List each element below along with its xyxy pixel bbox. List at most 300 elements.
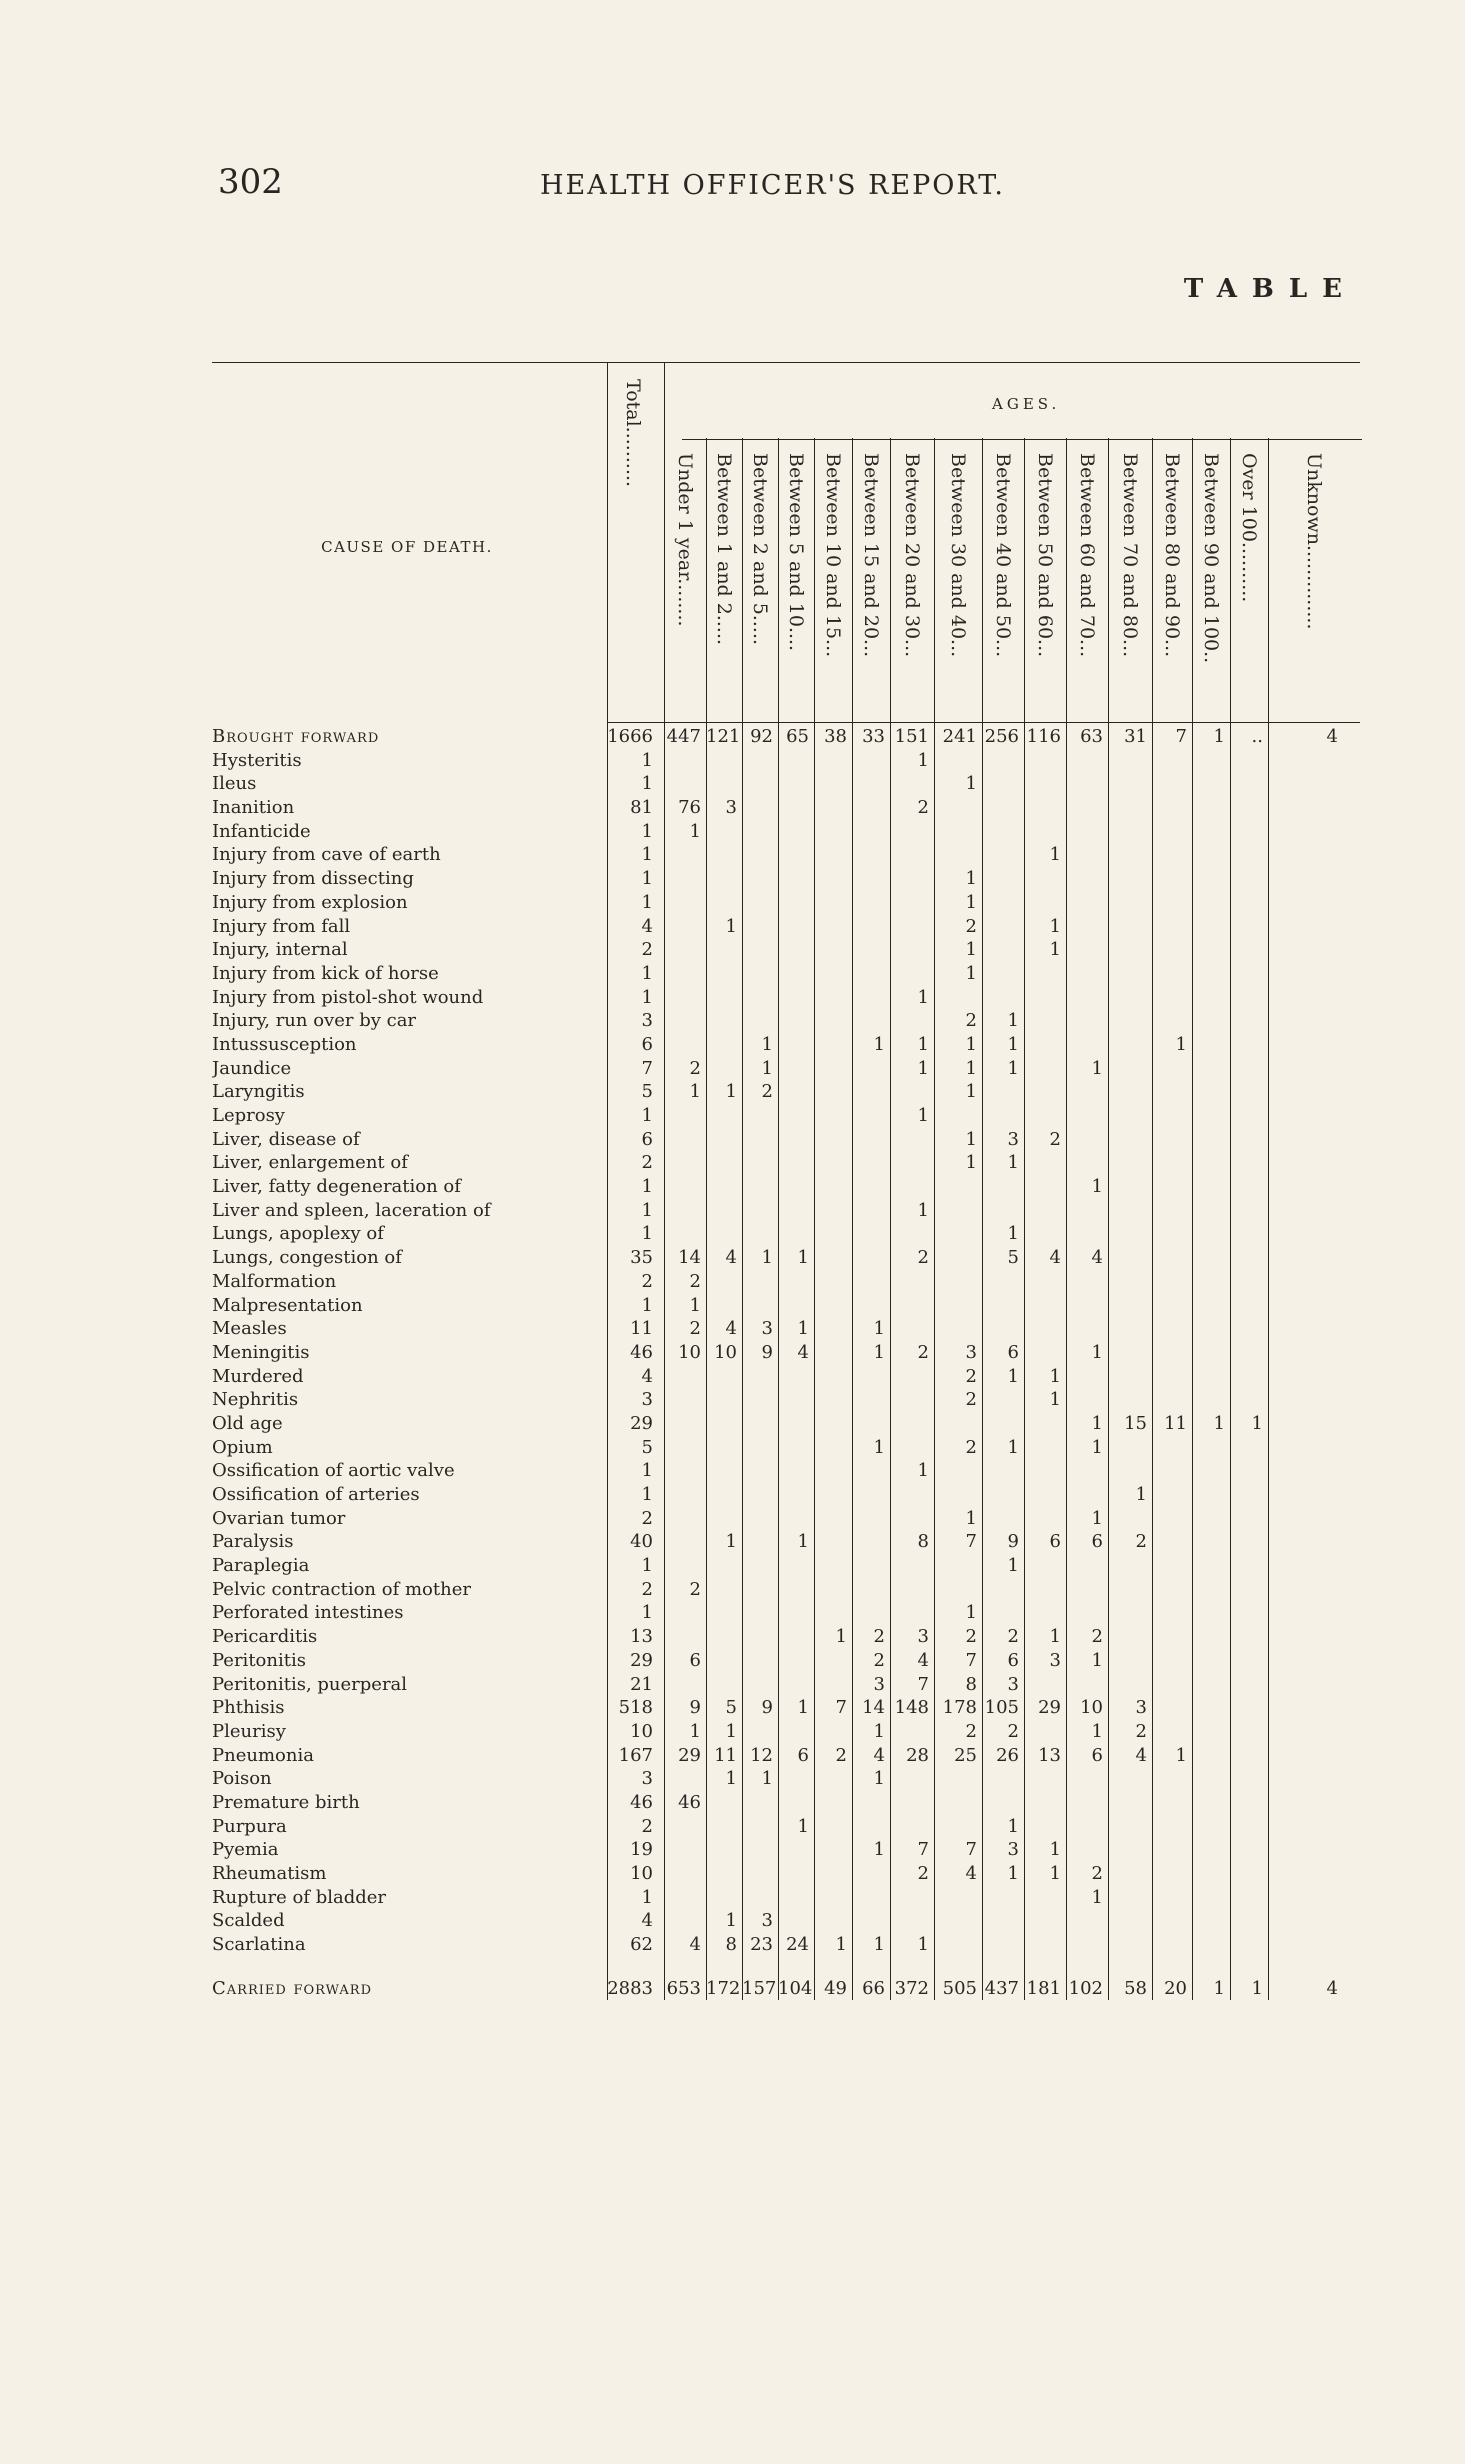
cause-label: Intussusception (212, 1033, 357, 1055)
age-cell: 1 (965, 1602, 977, 1624)
age-cell: 10 (714, 1341, 737, 1363)
age-cell: 2 (917, 1247, 929, 1269)
age-cell: 1 (1007, 1057, 1019, 1079)
age-cell: 4 (873, 1744, 885, 1766)
running-head: HEALTH OFFICER'S REPORT. (540, 170, 1005, 201)
total-cell: 5 (641, 1436, 653, 1458)
column-rule (1268, 438, 1269, 2000)
table-row (212, 1483, 1360, 1507)
age-cell: 1 (965, 1081, 977, 1103)
age-cell: 1 (725, 1910, 737, 1932)
age-cell: 13 (1038, 1744, 1061, 1766)
age-cell: 2 (1135, 1531, 1147, 1553)
age-cell: 2 (873, 1649, 885, 1671)
total-cell: 6 (641, 1128, 653, 1150)
age-cell: 1 (1007, 1863, 1019, 1884)
age-cell: 1 (1007, 1010, 1019, 1032)
age-cell: 3 (761, 1910, 773, 1932)
total-cell: 10 (630, 1863, 653, 1884)
cause-label: Liver, fatty degeneration of (212, 1176, 461, 1198)
cause-label: Scalded (212, 1910, 285, 1932)
total-cell: 1 (641, 868, 653, 890)
age-header-label: Between 40 and 50... (992, 453, 1014, 658)
age-cell: 3 (965, 1341, 977, 1363)
age-cell: 1 (965, 773, 977, 795)
age-cell: 2 (965, 1389, 977, 1411)
cause-label: Injury from explosion (212, 891, 408, 913)
cause-label: Murdered (212, 1365, 304, 1387)
age-cell: 1 (689, 820, 701, 842)
age-cell: 1 (1049, 1626, 1061, 1648)
age-cell: 116 (1026, 726, 1061, 747)
age-cell: 1 (873, 1318, 885, 1340)
cause-column-header: CAUSE OF DEATH. (321, 538, 493, 556)
table-row (212, 1909, 1360, 1933)
total-cell: 11 (630, 1318, 653, 1340)
brought-forward-row (212, 725, 1360, 749)
age-cell: 9 (689, 1697, 701, 1719)
table-row (212, 820, 1360, 844)
age-cell: 1 (873, 1839, 885, 1861)
table-row (212, 867, 1360, 891)
age-cell: 172 (706, 1977, 741, 1999)
age-cell: 11 (1164, 1412, 1187, 1434)
table-row (212, 1862, 1360, 1886)
age-cell: 20 (1164, 1977, 1187, 1999)
age-column-header (664, 453, 706, 627)
total-cell: 46 (630, 1341, 653, 1363)
age-cell: 1 (965, 891, 977, 913)
total-cell: 1 (641, 891, 653, 913)
age-cell: 6 (689, 1649, 701, 1671)
age-cell: 3 (1007, 1673, 1019, 1695)
age-cell: 104 (778, 1977, 813, 1999)
cause-label: Liver, disease of (212, 1128, 360, 1150)
total-cell: 19 (630, 1839, 653, 1861)
mortality-table (212, 362, 1360, 2000)
age-cell: 12 (750, 1744, 773, 1766)
cause-label: Liver, enlargement of (212, 1152, 408, 1174)
total-cell: 1 (641, 1460, 653, 1482)
total-cell: 1 (641, 1105, 653, 1126)
cause-label: Measles (212, 1318, 287, 1340)
age-cell: 372 (894, 1977, 929, 1999)
age-cell: 1 (873, 1720, 885, 1742)
age-cell: 15 (1124, 1412, 1147, 1434)
age-cell: 1 (1175, 1744, 1187, 1766)
age-cell: 8 (965, 1673, 977, 1695)
table-row (212, 1886, 1360, 1910)
age-cell: 33 (862, 726, 885, 747)
age-cell: 2 (917, 1341, 929, 1363)
age-cell: 1 (725, 915, 737, 937)
age-cell: 3 (1135, 1697, 1147, 1719)
age-cell: 1 (1175, 1033, 1187, 1055)
cause-label: Liver and spleen, laceration of (212, 1199, 491, 1221)
age-cell: 1 (1091, 1176, 1103, 1198)
cause-label: Opium (212, 1436, 273, 1458)
age-cell: 2 (917, 1863, 929, 1884)
cause-label: Old age (212, 1412, 283, 1434)
table-row (212, 1649, 1360, 1673)
cause-label: Purpura (212, 1815, 287, 1837)
age-cell: 1 (797, 1318, 809, 1340)
age-cell: 9 (761, 1341, 773, 1363)
age-cell: 1 (1007, 1815, 1019, 1837)
age-cell: 1 (965, 1033, 977, 1055)
table-row (212, 938, 1360, 962)
column-rule (706, 438, 707, 2000)
age-cell: 2 (965, 1626, 977, 1648)
age-header-label: Between 2 and 5..... (749, 453, 771, 646)
age-cell: 31 (1124, 726, 1147, 747)
age-header-label: Between 60 and 70... (1076, 453, 1098, 658)
table-row (212, 1767, 1360, 1791)
age-cell: 1 (1049, 1389, 1061, 1411)
age-column-header (1230, 453, 1268, 602)
age-cell: 23 (750, 1934, 773, 1956)
table-row (212, 1246, 1360, 1270)
total-cell: 10 (630, 1720, 653, 1742)
total-cell: 81 (630, 797, 653, 819)
column-rule (934, 438, 935, 2000)
cause-label: Leprosy (212, 1105, 285, 1126)
age-cell: 2 (689, 1318, 701, 1340)
cause-label: Injury from fall (212, 915, 351, 937)
cause-label: Lungs, congestion of (212, 1247, 402, 1269)
total-cell: 2 (641, 1815, 653, 1837)
age-cell: 92 (750, 726, 773, 747)
cause-label: Brought forward (212, 726, 380, 747)
age-cell: 3 (873, 1673, 885, 1695)
age-cell: 1 (965, 962, 977, 984)
age-cell: 65 (786, 726, 809, 747)
table-row (212, 749, 1360, 773)
age-cell: 1 (761, 1057, 773, 1079)
age-cell: 102 (1068, 1977, 1103, 1999)
age-cell: 1 (1091, 1057, 1103, 1079)
total-cell: 1 (641, 1602, 653, 1624)
age-cell: 4 (965, 1863, 977, 1884)
age-cell: 1 (1007, 1365, 1019, 1387)
table-row (212, 1057, 1360, 1081)
column-rule (852, 438, 853, 2000)
age-cell: 4 (725, 1318, 737, 1340)
age-cell: 1 (1091, 1341, 1103, 1363)
age-column-header (982, 453, 1024, 657)
total-cell: 518 (618, 1697, 653, 1719)
age-cell: 4 (1135, 1744, 1147, 1766)
age-cell: 148 (894, 1697, 929, 1719)
column-rule (664, 362, 665, 2000)
age-cell: 1 (965, 1057, 977, 1079)
age-cell: 1 (725, 1081, 737, 1103)
age-cell: 1 (725, 1768, 737, 1790)
total-column-header (607, 379, 659, 487)
age-cell: 157 (742, 1977, 777, 1999)
age-cell: 1 (873, 1934, 885, 1956)
age-cell: 1 (1091, 1720, 1103, 1742)
column-rule (814, 438, 815, 2000)
age-cell: 181 (1026, 1977, 1061, 1999)
table-row (212, 1459, 1360, 1483)
cause-label: Pleurisy (212, 1720, 286, 1742)
age-cell: 4 (1326, 726, 1338, 747)
age-cell: 1 (1091, 1436, 1103, 1458)
age-header-label: Unknown.............. (1303, 453, 1325, 630)
age-column-header (852, 453, 890, 657)
age-cell: 1 (725, 1720, 737, 1742)
column-rule (778, 438, 779, 2000)
age-cell: 1 (1213, 1977, 1225, 1999)
cause-label: Infanticide (212, 820, 311, 842)
ages-group-header: AGES. (992, 395, 1061, 413)
table-row (212, 1744, 1360, 1768)
table-row (212, 1317, 1360, 1341)
age-header-label: Between 20 and 30... (901, 453, 923, 658)
cause-label: Ossification of arteries (212, 1484, 420, 1505)
total-cell: 6 (641, 1033, 653, 1055)
age-cell: 4 (689, 1934, 701, 1956)
age-cell: 1 (1091, 1412, 1103, 1434)
age-cell: 6 (1007, 1649, 1019, 1671)
age-cell: 6 (797, 1744, 809, 1766)
age-column-header (742, 453, 778, 645)
age-cell: 7 (917, 1839, 929, 1861)
age-cell: 1 (917, 1105, 929, 1126)
table-row (212, 1270, 1360, 1294)
age-cell: 26 (996, 1744, 1019, 1766)
age-cell: 2 (965, 1436, 977, 1458)
cause-label: Pyemia (212, 1839, 279, 1861)
age-cell: 9 (1007, 1531, 1019, 1553)
total-cell: 2 (641, 1578, 653, 1600)
total-cell: 1 (641, 773, 653, 795)
age-cell: 1 (965, 939, 977, 961)
total-cell: 3 (641, 1389, 653, 1411)
age-cell: 7 (965, 1839, 977, 1861)
cause-label: Inanition (212, 797, 295, 819)
age-cell: 4 (797, 1341, 809, 1363)
age-cell: 1 (873, 1768, 885, 1790)
age-cell: 1 (917, 1199, 929, 1221)
table-row (212, 1104, 1360, 1128)
total-cell: 167 (618, 1744, 653, 1766)
column-rule (742, 438, 743, 2000)
spacer (212, 1957, 1360, 1977)
cause-label: Scarlatina (212, 1934, 306, 1956)
age-header-label: Between 1 and 2..... (713, 453, 735, 646)
age-cell: 6 (1007, 1341, 1019, 1363)
cause-label: Poison (212, 1768, 272, 1790)
age-cell: 1 (1007, 1033, 1019, 1055)
age-cell: 2 (1091, 1863, 1103, 1884)
age-cell: 2 (965, 1365, 977, 1387)
total-cell: 1 (641, 1484, 653, 1505)
age-cell: 10 (1080, 1697, 1103, 1719)
age-cell: 1 (797, 1697, 809, 1719)
column-rule (1024, 438, 1025, 2000)
age-header-label: Over 100.......... (1238, 453, 1260, 603)
total-cell: 2 (641, 939, 653, 961)
column-rule (1108, 438, 1109, 2000)
age-cell: 29 (678, 1744, 701, 1766)
age-cell: 3 (1049, 1649, 1061, 1671)
table-body (212, 725, 1360, 2000)
total-cell: 35 (630, 1247, 653, 1269)
table-row (212, 1033, 1360, 1057)
table-row (212, 1294, 1360, 1318)
age-cell: 1 (1007, 1436, 1019, 1458)
total-header-label: Total.......... (622, 379, 644, 488)
age-cell: 1 (761, 1033, 773, 1055)
age-cell: 46 (678, 1791, 701, 1813)
total-cell: 1 (641, 820, 653, 842)
age-header-label: Between 30 and 40... (947, 453, 969, 658)
age-cell: 10 (678, 1341, 701, 1363)
column-rule (607, 362, 608, 2000)
age-column-header (1066, 453, 1108, 657)
age-cell: 1 (873, 1033, 885, 1055)
total-cell: 1 (641, 1886, 653, 1908)
age-cell: 7 (965, 1649, 977, 1671)
age-cell: 5 (1007, 1247, 1019, 1269)
age-cell: 1 (1007, 1223, 1019, 1245)
age-cell: 1 (1049, 1839, 1061, 1861)
age-cell: 11 (714, 1744, 737, 1766)
age-cell: 3 (1007, 1839, 1019, 1861)
age-cell: 1 (797, 1531, 809, 1553)
cause-label: Nephritis (212, 1389, 299, 1411)
total-cell: 40 (630, 1531, 653, 1553)
total-cell: 1666 (607, 726, 653, 747)
age-header-label: Between 50 and 60... (1034, 453, 1056, 658)
cause-label: Carried forward (212, 1977, 372, 1999)
total-cell: 2 (641, 1270, 653, 1292)
age-cell: 1 (761, 1247, 773, 1269)
age-cell: 2 (873, 1626, 885, 1648)
age-cell: 1 (725, 1531, 737, 1553)
age-cell: 1 (1049, 1365, 1061, 1387)
age-cell: 1 (917, 749, 929, 771)
cause-label: Peritonitis (212, 1649, 306, 1671)
cause-label: Rheumatism (212, 1863, 327, 1884)
age-header-label: Under 1 year........ (674, 453, 696, 627)
total-cell: 1 (641, 844, 653, 866)
cause-label: Peritonitis, puerperal (212, 1673, 408, 1695)
age-cell: 3 (1007, 1128, 1019, 1150)
cause-label: Injury from dissecting (212, 868, 414, 890)
table-row (212, 1838, 1360, 1862)
age-cell: 437 (984, 1977, 1019, 1999)
total-cell: 4 (641, 1365, 653, 1387)
age-cell: 1 (1251, 1412, 1263, 1434)
age-cell: 2 (1049, 1128, 1061, 1150)
total-cell: 4 (641, 1910, 653, 1932)
age-cell: 1 (689, 1720, 701, 1742)
age-header-label: Between 5 and 10.... (785, 453, 807, 652)
table-row (212, 1696, 1360, 1720)
age-cell: 2 (761, 1081, 773, 1103)
age-header-label: Between 15 and 20... (860, 453, 882, 658)
table-row (212, 962, 1360, 986)
age-cell: 653 (666, 1977, 701, 1999)
table-row (212, 1199, 1360, 1223)
age-cell: 2 (1091, 1626, 1103, 1648)
age-column-header (1152, 453, 1192, 657)
cause-label: Malpresentation (212, 1294, 363, 1316)
table-row (212, 1009, 1360, 1033)
age-cell: 25 (954, 1744, 977, 1766)
age-cell: 24 (786, 1934, 809, 1956)
total-cell: 1 (641, 1294, 653, 1316)
column-rule (1192, 438, 1193, 2000)
age-cell: 2 (1007, 1720, 1019, 1742)
cause-label: Malformation (212, 1270, 337, 1292)
table-row (212, 1625, 1360, 1649)
age-cell: 1 (1213, 1412, 1225, 1434)
table-row (212, 1791, 1360, 1815)
table-row (212, 1507, 1360, 1531)
total-cell: 1 (641, 749, 653, 771)
age-column-header (934, 453, 982, 657)
age-cell: 6 (1091, 1744, 1103, 1766)
age-cell: 8 (917, 1531, 929, 1553)
age-cell: 151 (894, 726, 929, 747)
table-row (212, 1933, 1360, 1957)
cause-label: Hysteritis (212, 749, 302, 771)
age-header-label: Between 80 and 90... (1161, 453, 1183, 658)
cause-label: Paraplegia (212, 1555, 310, 1577)
column-rule (1066, 438, 1067, 2000)
cause-label: Pelvic contraction of mother (212, 1578, 471, 1600)
table-row (212, 1222, 1360, 1246)
age-cell: 1 (965, 868, 977, 890)
age-cell: .. (1251, 726, 1263, 747)
age-cell: 1 (761, 1768, 773, 1790)
total-cell: 1 (641, 986, 653, 1008)
total-cell: 21 (630, 1673, 653, 1695)
age-cell: 2 (965, 1010, 977, 1032)
age-cell: 1 (835, 1626, 847, 1648)
cause-label: Lungs, apoplexy of (212, 1223, 384, 1245)
column-rule (1152, 438, 1153, 2000)
age-cell: 7 (835, 1697, 847, 1719)
cause-label: Premature birth (212, 1791, 360, 1813)
age-cell: 1 (965, 1507, 977, 1529)
cause-label: Meningitis (212, 1341, 310, 1363)
age-cell: 1 (965, 1152, 977, 1174)
table-row (212, 1578, 1360, 1602)
age-column-header (1108, 453, 1152, 657)
age-cell: 1 (917, 1460, 929, 1482)
table-row (212, 1815, 1360, 1839)
table-header (212, 362, 1360, 725)
age-cell: 1 (917, 1934, 929, 1956)
age-cell: 66 (862, 1977, 885, 1999)
table-row (212, 915, 1360, 939)
age-cell: 1 (873, 1341, 885, 1363)
cause-label: Injury from kick of horse (212, 962, 439, 984)
age-cell: 1 (689, 1294, 701, 1316)
age-cell: 105 (984, 1697, 1019, 1719)
age-cell: 3 (917, 1626, 929, 1648)
age-cell: 1 (965, 1128, 977, 1150)
age-cell: 1 (1007, 1152, 1019, 1174)
age-cell: 2 (1007, 1626, 1019, 1648)
age-column-header (814, 453, 852, 657)
table-row (212, 1151, 1360, 1175)
